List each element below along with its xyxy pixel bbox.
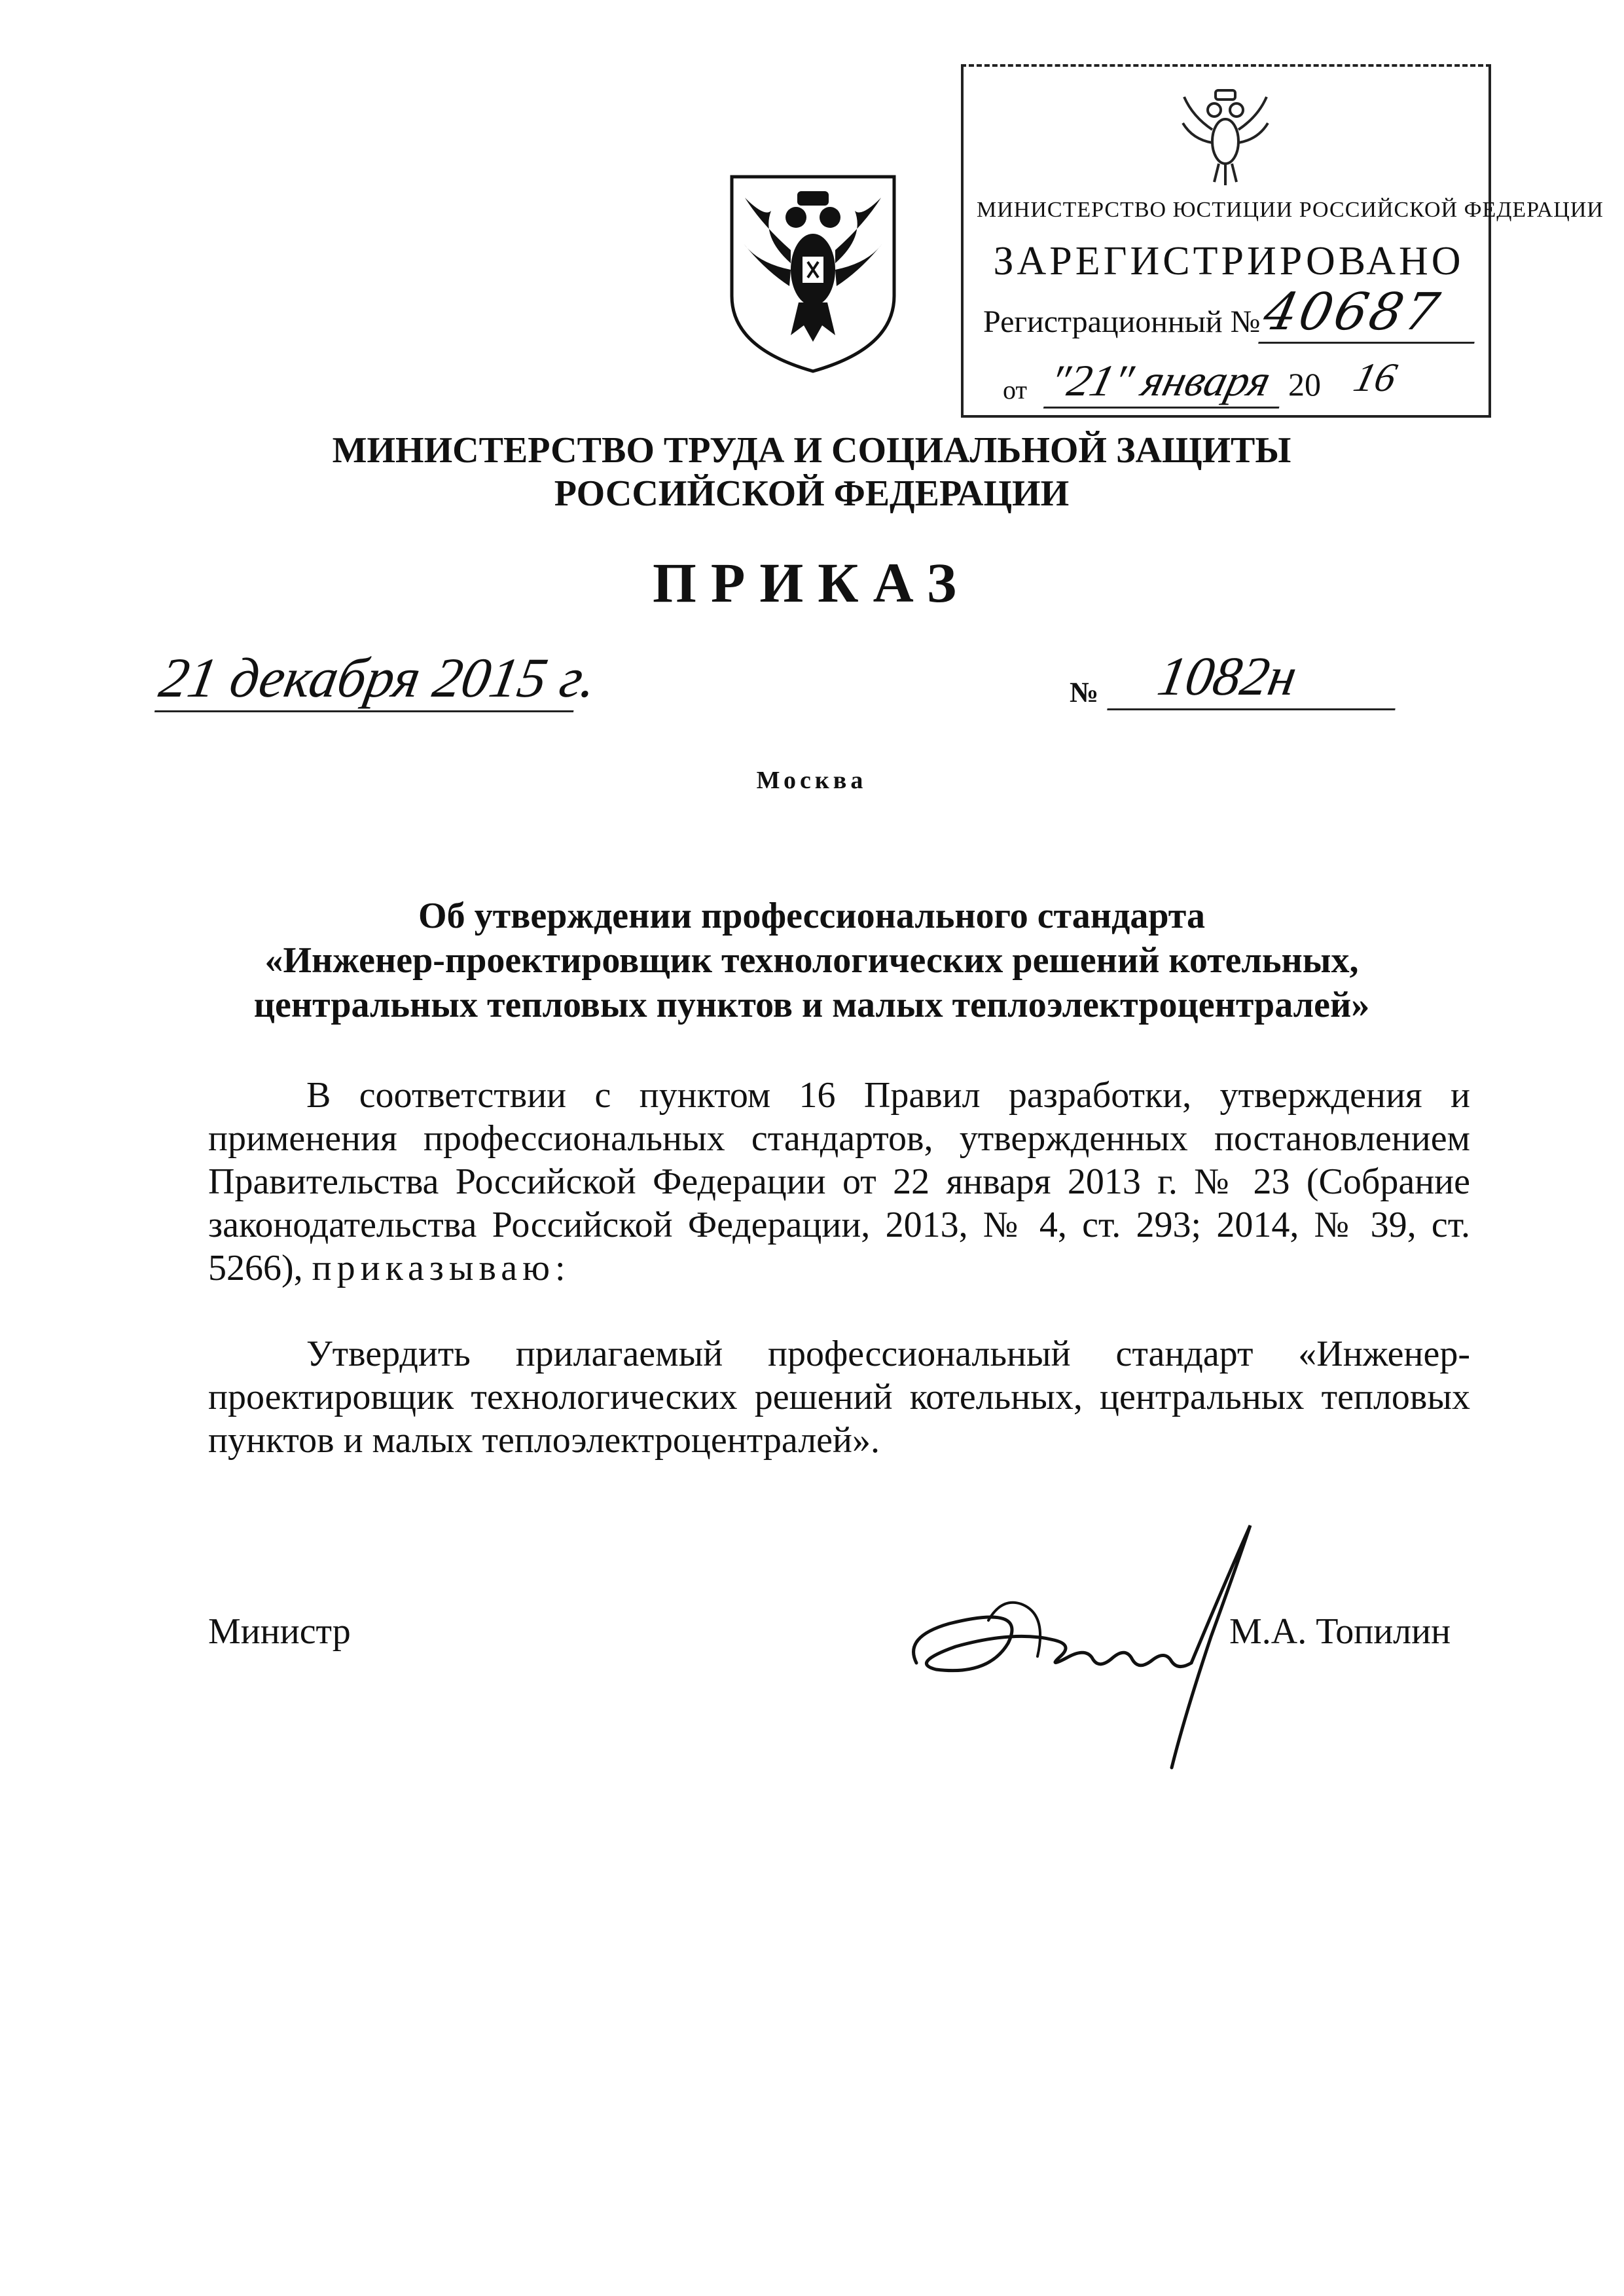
paragraph-1-text: В соответствии с пунктом 16 Правил разработки, утверждения и применения профессиональных стандартов, утвержденных постановлением Правительства Российской Федерации от 22 января 2013 г. № 23 (Собрание законодательства Российской Федерации, 2013, № 4, ст. 293; 2014, № 39, ст. 5266), [208,1075,1470,1288]
handwritten-signature [897,1506,1263,1781]
signatory-name: М.А. Топилин [1229,1611,1451,1652]
signatory-position: Министр [208,1611,351,1652]
subject-line-2: «Инженер-проектировщик технологических решений котельных, [264,940,1359,981]
stamp-date-prefix: от [1003,375,1027,405]
stamp-organization: МИНИСТЕРСТВО ЮСТИЦИИ РОССИЙСКОЙ ФЕДЕРАЦИИ [977,198,1604,222]
registration-stamp [961,64,1604,418]
city: Москва [756,767,867,794]
order-date: 21 декабря 2015 г. [154,645,585,712]
stamp-title: ЗАРЕГИСТРИРОВАНО [993,239,1464,283]
paragraph-2-text: Утвердить прилагаемый профессиональный стандарт «Инженер-проектировщик технологических решений котельных, центральных тепловых пунктов и малых теплоэлектроцентралей». [208,1334,1470,1461]
order-subject [209,894,1414,1027]
ministry-name [196,429,1427,515]
ministry-line-1: МИНИСТЕРСТВО ТРУДА И СОЦИАЛЬНОЙ ЗАЩИТЫ [332,430,1291,471]
stamp-registration-number: 40687 [1258,283,1487,344]
body-paragraph-2 [208,1332,1470,1462]
stamp-emblem-icon [1176,84,1274,189]
document-title: ПРИКАЗ [652,551,971,614]
stamp-date-year-handwritten: 16 [1349,355,1401,400]
body-paragraph-1 [208,1074,1470,1290]
order-number: 1082н [1107,645,1407,710]
stamp-date-year-printed: 20 [1288,366,1321,403]
stamp-registration-label: Регистрационный № [983,304,1261,339]
subject-line-1: Об утверждении профессионального стандарта [418,896,1205,936]
coat-of-arms-icon [725,172,901,374]
order-action-word: приказываю: [312,1248,571,1288]
order-number-sign: № [1070,676,1099,708]
ministry-line-2: РОССИЙСКОЙ ФЕДЕРАЦИИ [554,473,1070,514]
stamp-date-value: "21" января [1043,355,1292,409]
subject-line-3: центральных тепловых пунктов и малых теплоэлектроцентралей» [253,985,1370,1025]
